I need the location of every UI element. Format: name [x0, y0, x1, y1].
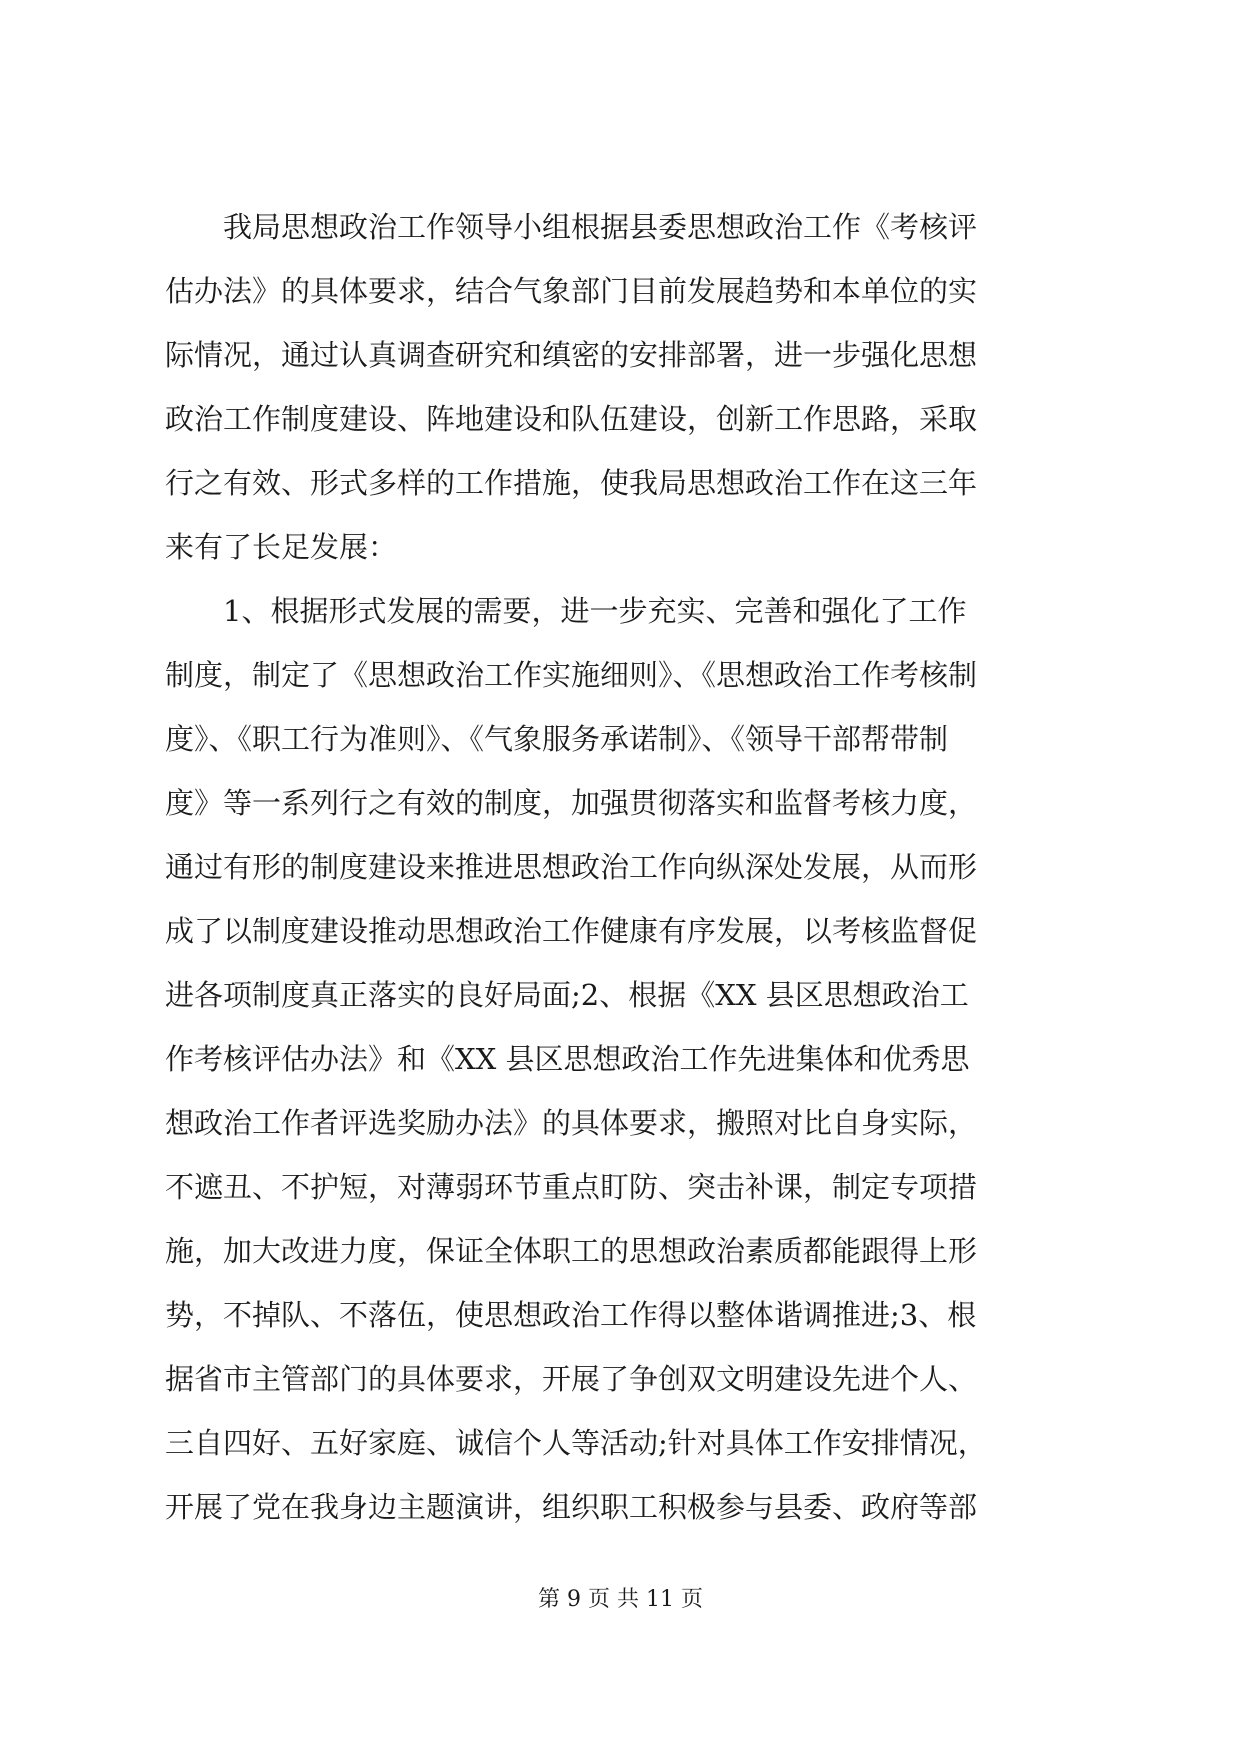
- text-line: 进各项制度真正落实的良好局面;2、根据《XX 县区思想政治工: [165, 978, 969, 1012]
- text-line: 政治工作制度建设、阵地建设和队伍建设，创新工作思路，采取: [165, 402, 978, 436]
- page-number-footer: 第 9 页 共 11 页: [538, 1587, 703, 1612]
- text-line: 三自四好、五好家庭、诚信个人等活动;针对具体工作安排情况，: [165, 1426, 987, 1460]
- text-line: 制度，制定了《思想政治工作实施细则》、《思想政治工作考核制: [165, 658, 978, 692]
- text-line: 度》等一系列行之有效的制度，加强贯彻落实和监督考核力度，: [165, 786, 978, 820]
- text-line: 1、根据形式发展的需要，进一步充实、完善和强化了工作: [165, 594, 967, 628]
- text-line: 我局思想政治工作领导小组根据县委思想政治工作《考核评: [165, 210, 978, 244]
- text-line: 际情况，通过认真调查研究和缜密的安排部署，进一步强化思想: [165, 338, 978, 372]
- text-line: 成了以制度建设推动思想政治工作健康有序发展，以考核监督促: [165, 914, 978, 948]
- text-line: 行之有效、形式多样的工作措施，使我局思想政治工作在这三年: [165, 466, 978, 500]
- text-line: 度》、《职工行为准则》、《气象服务承诺制》、《领导干部帮带制: [165, 722, 949, 756]
- text-line: 施，加大改进力度，保证全体职工的思想政治素质都能跟得上形: [165, 1234, 978, 1268]
- text-line: 不遮丑、不护短，对薄弱环节重点盯防、突击补课，制定专项措: [165, 1170, 978, 1204]
- text-line: 想政治工作者评选奖励办法》的具体要求，搬照对比自身实际，: [165, 1106, 978, 1140]
- text-line: 估办法》的具体要求，结合气象部门目前发展趋势和本单位的实: [165, 274, 978, 308]
- text-line: 势，不掉队、不落伍，使思想政治工作得以整体谐调推进;3、根: [165, 1298, 977, 1332]
- text-line: 通过有形的制度建设来推进思想政治工作向纵深处发展，从而形: [165, 850, 978, 884]
- document-body: [165, 195, 1075, 1539]
- text-line: 来有了长足发展：: [165, 530, 398, 564]
- text-line: 作考核评估办法》和《XX 县区思想政治工作先进集体和优秀思: [165, 1042, 970, 1076]
- text-line: 开展了党在我身边主题演讲，组织职工积极参与县委、政府等部: [165, 1490, 978, 1524]
- text-line: 据省市主管部门的具体要求，开展了争创双文明建设先进个人、: [165, 1362, 978, 1396]
